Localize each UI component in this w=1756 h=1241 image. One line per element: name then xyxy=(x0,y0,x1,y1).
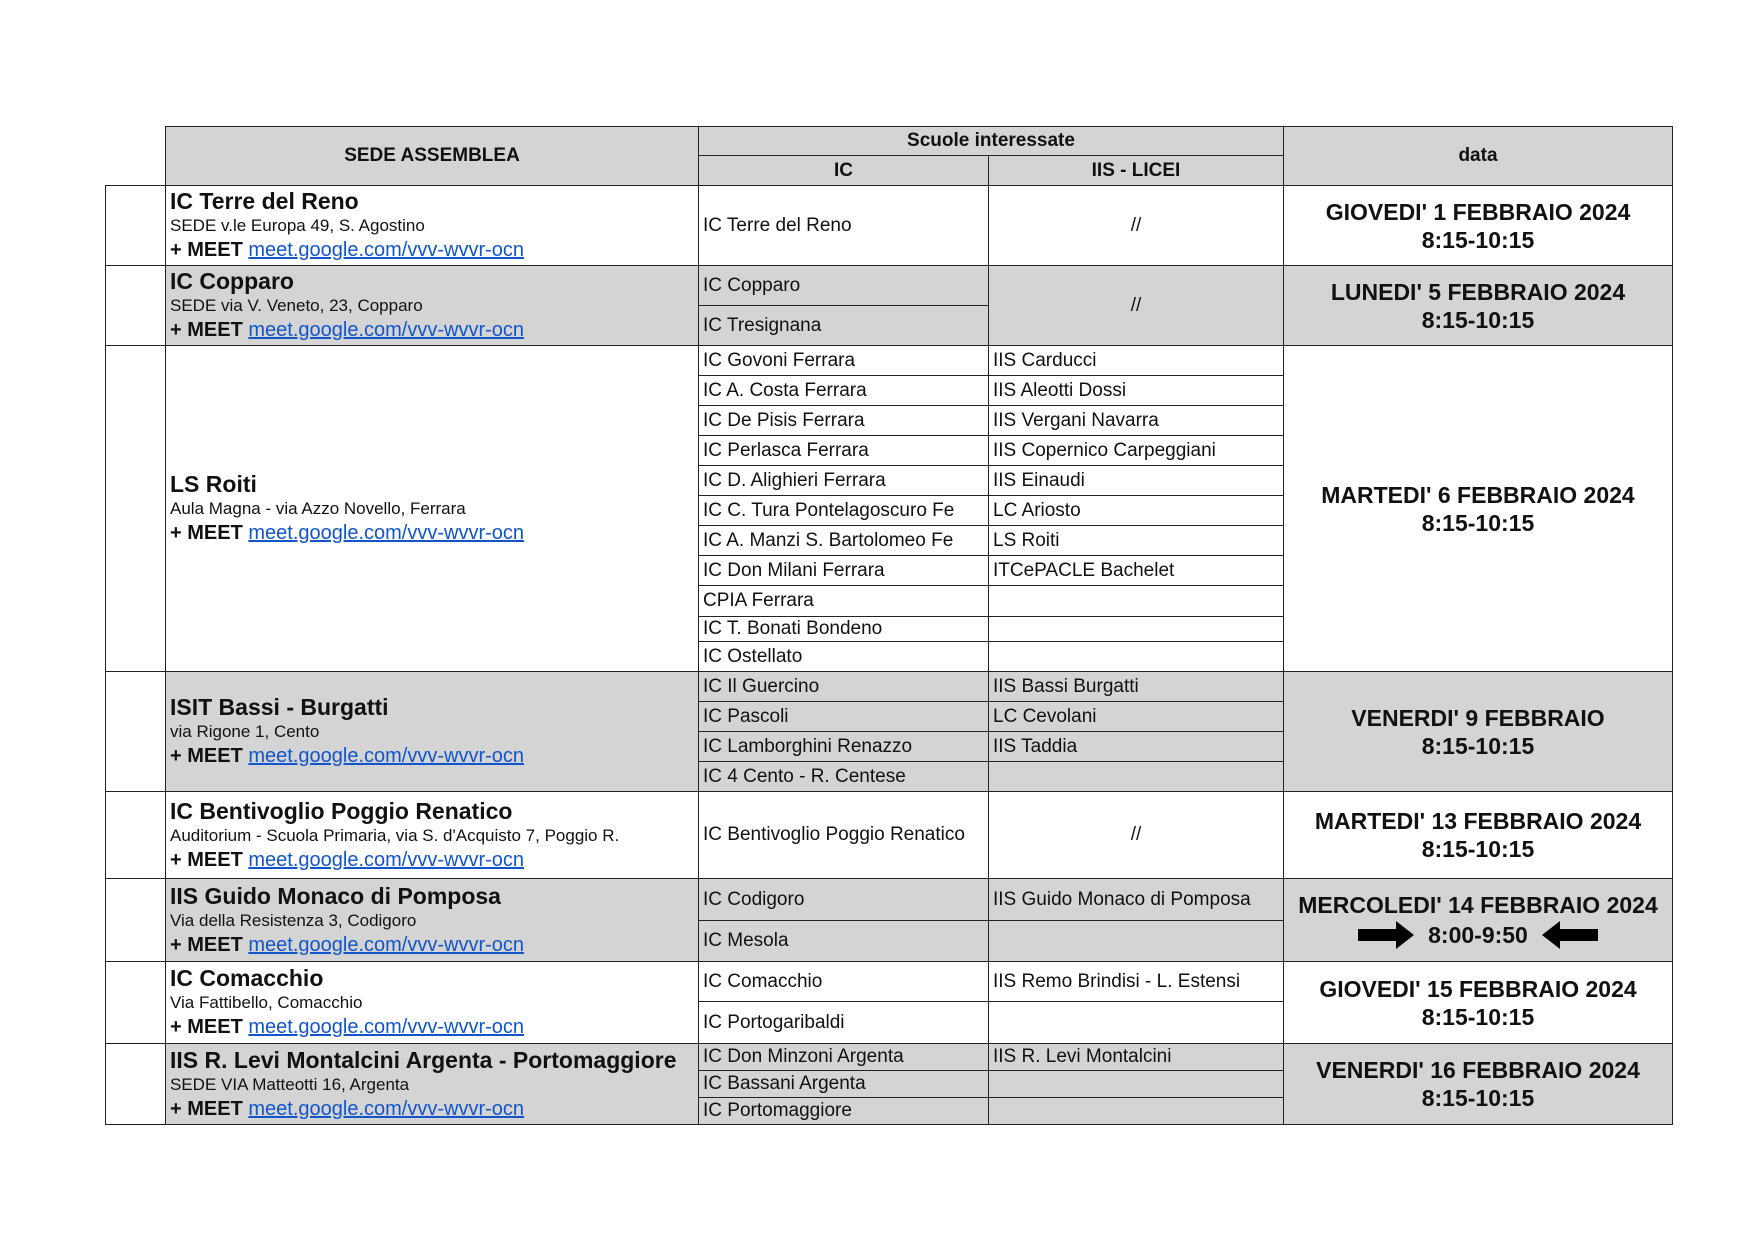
sede-name: IC Copparo xyxy=(170,268,294,294)
date-cell xyxy=(1284,346,1673,672)
ic-school-cell: IC Mesola xyxy=(699,921,989,962)
date-cell xyxy=(1284,186,1673,266)
ic-school-cell: IC C. Tura Pontelagoscuro Fe xyxy=(699,496,989,526)
date-time: 8:15-10:15 xyxy=(1421,226,1535,253)
date-day: GIOVEDI' 15 FEBBRAIO 2024 xyxy=(1319,975,1637,1002)
arrow-right-icon xyxy=(1358,921,1414,949)
date-day: MARTEDI' 6 FEBBRAIO 2024 xyxy=(1321,481,1635,508)
meet-prefix: + MEET xyxy=(170,239,243,261)
meet-prefix: + MEET xyxy=(170,1016,243,1038)
date-time: 8:15-10:15 xyxy=(1421,1085,1535,1111)
date-day: VENERDI' 16 FEBBRAIO 2024 xyxy=(1316,1057,1640,1083)
iis-school-cell xyxy=(989,642,1284,672)
ic-school-cell: IC A. Costa Ferrara xyxy=(699,376,989,406)
iis-school-cell: LS Roiti xyxy=(989,526,1284,556)
meet-link[interactable]: meet.google.com/vvv-wvvr-ocn xyxy=(248,848,525,871)
ic-school-cell: IC 4 Cento - R. Centese xyxy=(699,762,989,792)
ic-school-cell: IC Il Guercino xyxy=(699,672,989,702)
ic-school-cell: IC De Pisis Ferrara xyxy=(699,406,989,436)
row-number-cell xyxy=(106,962,166,1044)
ic-school-cell: IC D. Alighieri Ferrara xyxy=(699,466,989,496)
ic-school-cell: IC Ostellato xyxy=(699,642,989,672)
sede-name: IC Comacchio xyxy=(170,965,324,991)
meet-prefix: + MEET xyxy=(170,933,243,956)
header-iis-licei: IIS - LICEI xyxy=(989,156,1284,186)
meet-link[interactable]: meet.google.com/vvv-wvvr-ocn xyxy=(248,745,525,767)
row-number-cell xyxy=(106,266,166,346)
iis-school-cell: IIS Taddia xyxy=(989,732,1284,762)
sede-cell xyxy=(166,346,699,672)
date-day: MARTEDI' 13 FEBBRAIO 2024 xyxy=(1314,808,1642,834)
iis-school-cell: IIS Aleotti Dossi xyxy=(989,376,1284,406)
date-cell xyxy=(1284,672,1673,792)
sede-address: Via Fattibello, Comacchio xyxy=(170,993,363,1012)
date-time: 8:15-10:15 xyxy=(1421,306,1535,333)
table-row xyxy=(106,1044,1673,1071)
meet-prefix: + MEET xyxy=(170,745,243,767)
ic-school-cell: IC Codigoro xyxy=(699,879,989,921)
date-cell xyxy=(1284,879,1673,962)
header-scuole-interessate: Scuole interessate xyxy=(699,127,1284,156)
date-time: 8:15-10:15 xyxy=(1421,509,1535,536)
ic-school-cell: IC Copparo xyxy=(699,266,989,306)
date-day: VENERDI' 9 FEBBRAIO xyxy=(1351,704,1605,731)
date-day: LUNEDI' 5 FEBBRAIO 2024 xyxy=(1330,278,1626,305)
header-data: data xyxy=(1284,127,1673,186)
ic-school-cell: IC Bassani Argenta xyxy=(699,1071,989,1098)
sede-meet xyxy=(170,237,694,263)
row-number-cell xyxy=(106,879,166,962)
row-number-cell xyxy=(106,1044,166,1125)
iis-school-cell: IIS R. Levi Montalcini xyxy=(989,1044,1284,1071)
meet-link[interactable]: meet.google.com/vvv-wvvr-ocn xyxy=(248,319,525,341)
meet-link[interactable]: meet.google.com/vvv-wvvr-ocn xyxy=(248,522,525,544)
sede-meet xyxy=(170,932,694,958)
iis-school-cell xyxy=(989,1098,1284,1125)
date-day: MERCOLEDI' 14 FEBBRAIO 2024 xyxy=(1298,892,1658,919)
meet-link[interactable]: meet.google.com/vvv-wvvr-ocn xyxy=(248,933,525,956)
ic-school-cell: IC Portogaribaldi xyxy=(699,1002,989,1044)
iis-school-cell xyxy=(989,921,1284,962)
date-cell xyxy=(1284,792,1673,879)
sede-cell xyxy=(166,186,699,266)
iis-school-cell: // xyxy=(989,792,1284,879)
date-cell xyxy=(1284,266,1673,346)
row-number-cell xyxy=(106,346,166,672)
iis-school-cell: LC Ariosto xyxy=(989,496,1284,526)
assemblies-table-body xyxy=(106,127,1673,1125)
row-number-cell xyxy=(106,792,166,879)
table-row xyxy=(106,672,1673,702)
ic-school-cell: IC Bentivoglio Poggio Renatico xyxy=(699,792,989,879)
sede-meet xyxy=(170,743,694,769)
date-time: 8:15-10:15 xyxy=(1421,1003,1535,1030)
row-number-cell xyxy=(106,672,166,792)
date-time xyxy=(1284,919,1672,949)
row-number-cell xyxy=(106,186,166,266)
sede-meet xyxy=(170,1014,694,1040)
sede-cell xyxy=(166,1044,699,1125)
date-day: GIOVEDI' 1 FEBBRAIO 2024 xyxy=(1325,198,1631,225)
sede-meet xyxy=(170,317,694,343)
iis-school-cell: IIS Guido Monaco di Pomposa xyxy=(989,879,1284,921)
sede-cell xyxy=(166,962,699,1044)
sede-name: IC Terre del Reno xyxy=(170,188,359,214)
ic-school-cell: IC Comacchio xyxy=(699,962,989,1002)
iis-school-cell: IIS Carducci xyxy=(989,346,1284,376)
ic-school-cell: IC Tresignana xyxy=(699,306,989,346)
ic-school-cell: IC Govoni Ferrara xyxy=(699,346,989,376)
meet-prefix: + MEET xyxy=(170,319,243,341)
iis-school-cell: LC Cevolani xyxy=(989,702,1284,732)
sede-meet xyxy=(170,520,694,546)
table-row xyxy=(106,186,1673,266)
iis-school-cell xyxy=(989,1071,1284,1098)
iis-school-cell: IIS Einaudi xyxy=(989,466,1284,496)
ic-school-cell: IC T. Bonati Bondeno xyxy=(699,617,989,642)
sede-meet xyxy=(170,1096,694,1122)
ic-school-cell: IC Portomaggiore xyxy=(699,1098,989,1125)
table-row xyxy=(106,879,1673,921)
ic-school-cell: CPIA Ferrara xyxy=(699,586,989,617)
sede-name: IC Bentivoglio Poggio Renatico xyxy=(170,797,513,824)
meet-prefix: + MEET xyxy=(170,848,243,871)
ic-school-cell: IC Pascoli xyxy=(699,702,989,732)
iis-school-cell: IIS Copernico Carpeggiani xyxy=(989,436,1284,466)
iis-school-cell: IIS Vergani Navarra xyxy=(989,406,1284,436)
date-time: 8:15-10:15 xyxy=(1421,732,1535,759)
meet-link[interactable]: meet.google.com/vvv-wvvr-ocn xyxy=(248,1097,525,1120)
ic-school-cell: IC A. Manzi S. Bartolomeo Fe xyxy=(699,526,989,556)
sede-address: Via della Resistenza 3, Codigoro xyxy=(170,910,417,930)
iis-school-cell xyxy=(989,617,1284,642)
sede-cell xyxy=(166,792,699,879)
sede-name: ISIT Bassi - Burgatti xyxy=(170,694,389,720)
sede-cell xyxy=(166,266,699,346)
date-time: 8:15-10:15 xyxy=(1421,836,1535,862)
sede-address: SEDE via V. Veneto, 23, Copparo xyxy=(170,296,423,315)
ic-school-cell: IC Don Milani Ferrara xyxy=(699,556,989,586)
iis-school-cell xyxy=(989,586,1284,617)
meet-prefix: + MEET xyxy=(170,1097,243,1120)
iis-school-cell: IIS Bassi Burgatti xyxy=(989,672,1284,702)
sede-address: SEDE VIA Matteotti 16, Argenta xyxy=(170,1074,410,1094)
meet-prefix: + MEET xyxy=(170,522,243,544)
sede-name: LS Roiti xyxy=(170,471,257,497)
sede-name: IIS R. Levi Montalcini Argenta - Portomaggiore xyxy=(170,1046,677,1073)
assemblies-table xyxy=(105,126,1673,1125)
date-time-text: 8:00-9:50 xyxy=(1428,921,1528,948)
table-row xyxy=(106,792,1673,879)
header-ic: IC xyxy=(699,156,989,186)
sede-address: Aula Magna - via Azzo Novello, Ferrara xyxy=(170,499,466,518)
sede-name: IIS Guido Monaco di Pomposa xyxy=(170,882,501,909)
ic-school-cell: IC Terre del Reno xyxy=(699,186,989,266)
sede-address: via Rigone 1, Cento xyxy=(170,722,320,741)
sede-address: SEDE v.le Europa 49, S. Agostino xyxy=(170,216,425,235)
meet-link[interactable]: meet.google.com/vvv-wvvr-ocn xyxy=(248,239,525,261)
date-cell xyxy=(1284,962,1673,1044)
header-sede: SEDE ASSEMBLEA xyxy=(166,127,699,186)
corner-blank xyxy=(106,127,166,186)
sede-address: Auditorium - Scuola Primaria, via S. d'Acquisto 7, Poggio R. xyxy=(170,825,620,845)
meet-link[interactable]: meet.google.com/vvv-wvvr-ocn xyxy=(248,1016,525,1038)
iis-school-cell: IIS Remo Brindisi - L. Estensi xyxy=(989,962,1284,1002)
ic-school-cell: IC Don Minzoni Argenta xyxy=(699,1044,989,1071)
iis-school-cell: // xyxy=(989,266,1284,346)
iis-school-cell: ITCePACLE Bachelet xyxy=(989,556,1284,586)
sede-cell xyxy=(166,672,699,792)
ic-school-cell: IC Perlasca Ferrara xyxy=(699,436,989,466)
arrow-left-icon xyxy=(1542,921,1598,949)
iis-school-cell xyxy=(989,762,1284,792)
table-row xyxy=(106,346,1673,376)
sede-meet xyxy=(170,847,694,873)
table-row xyxy=(106,962,1673,1002)
sede-cell xyxy=(166,879,699,962)
ic-school-cell: IC Lamborghini Renazzo xyxy=(699,732,989,762)
iis-school-cell: // xyxy=(989,186,1284,266)
table-row xyxy=(106,266,1673,306)
date-cell xyxy=(1284,1044,1673,1125)
iis-school-cell xyxy=(989,1002,1284,1044)
